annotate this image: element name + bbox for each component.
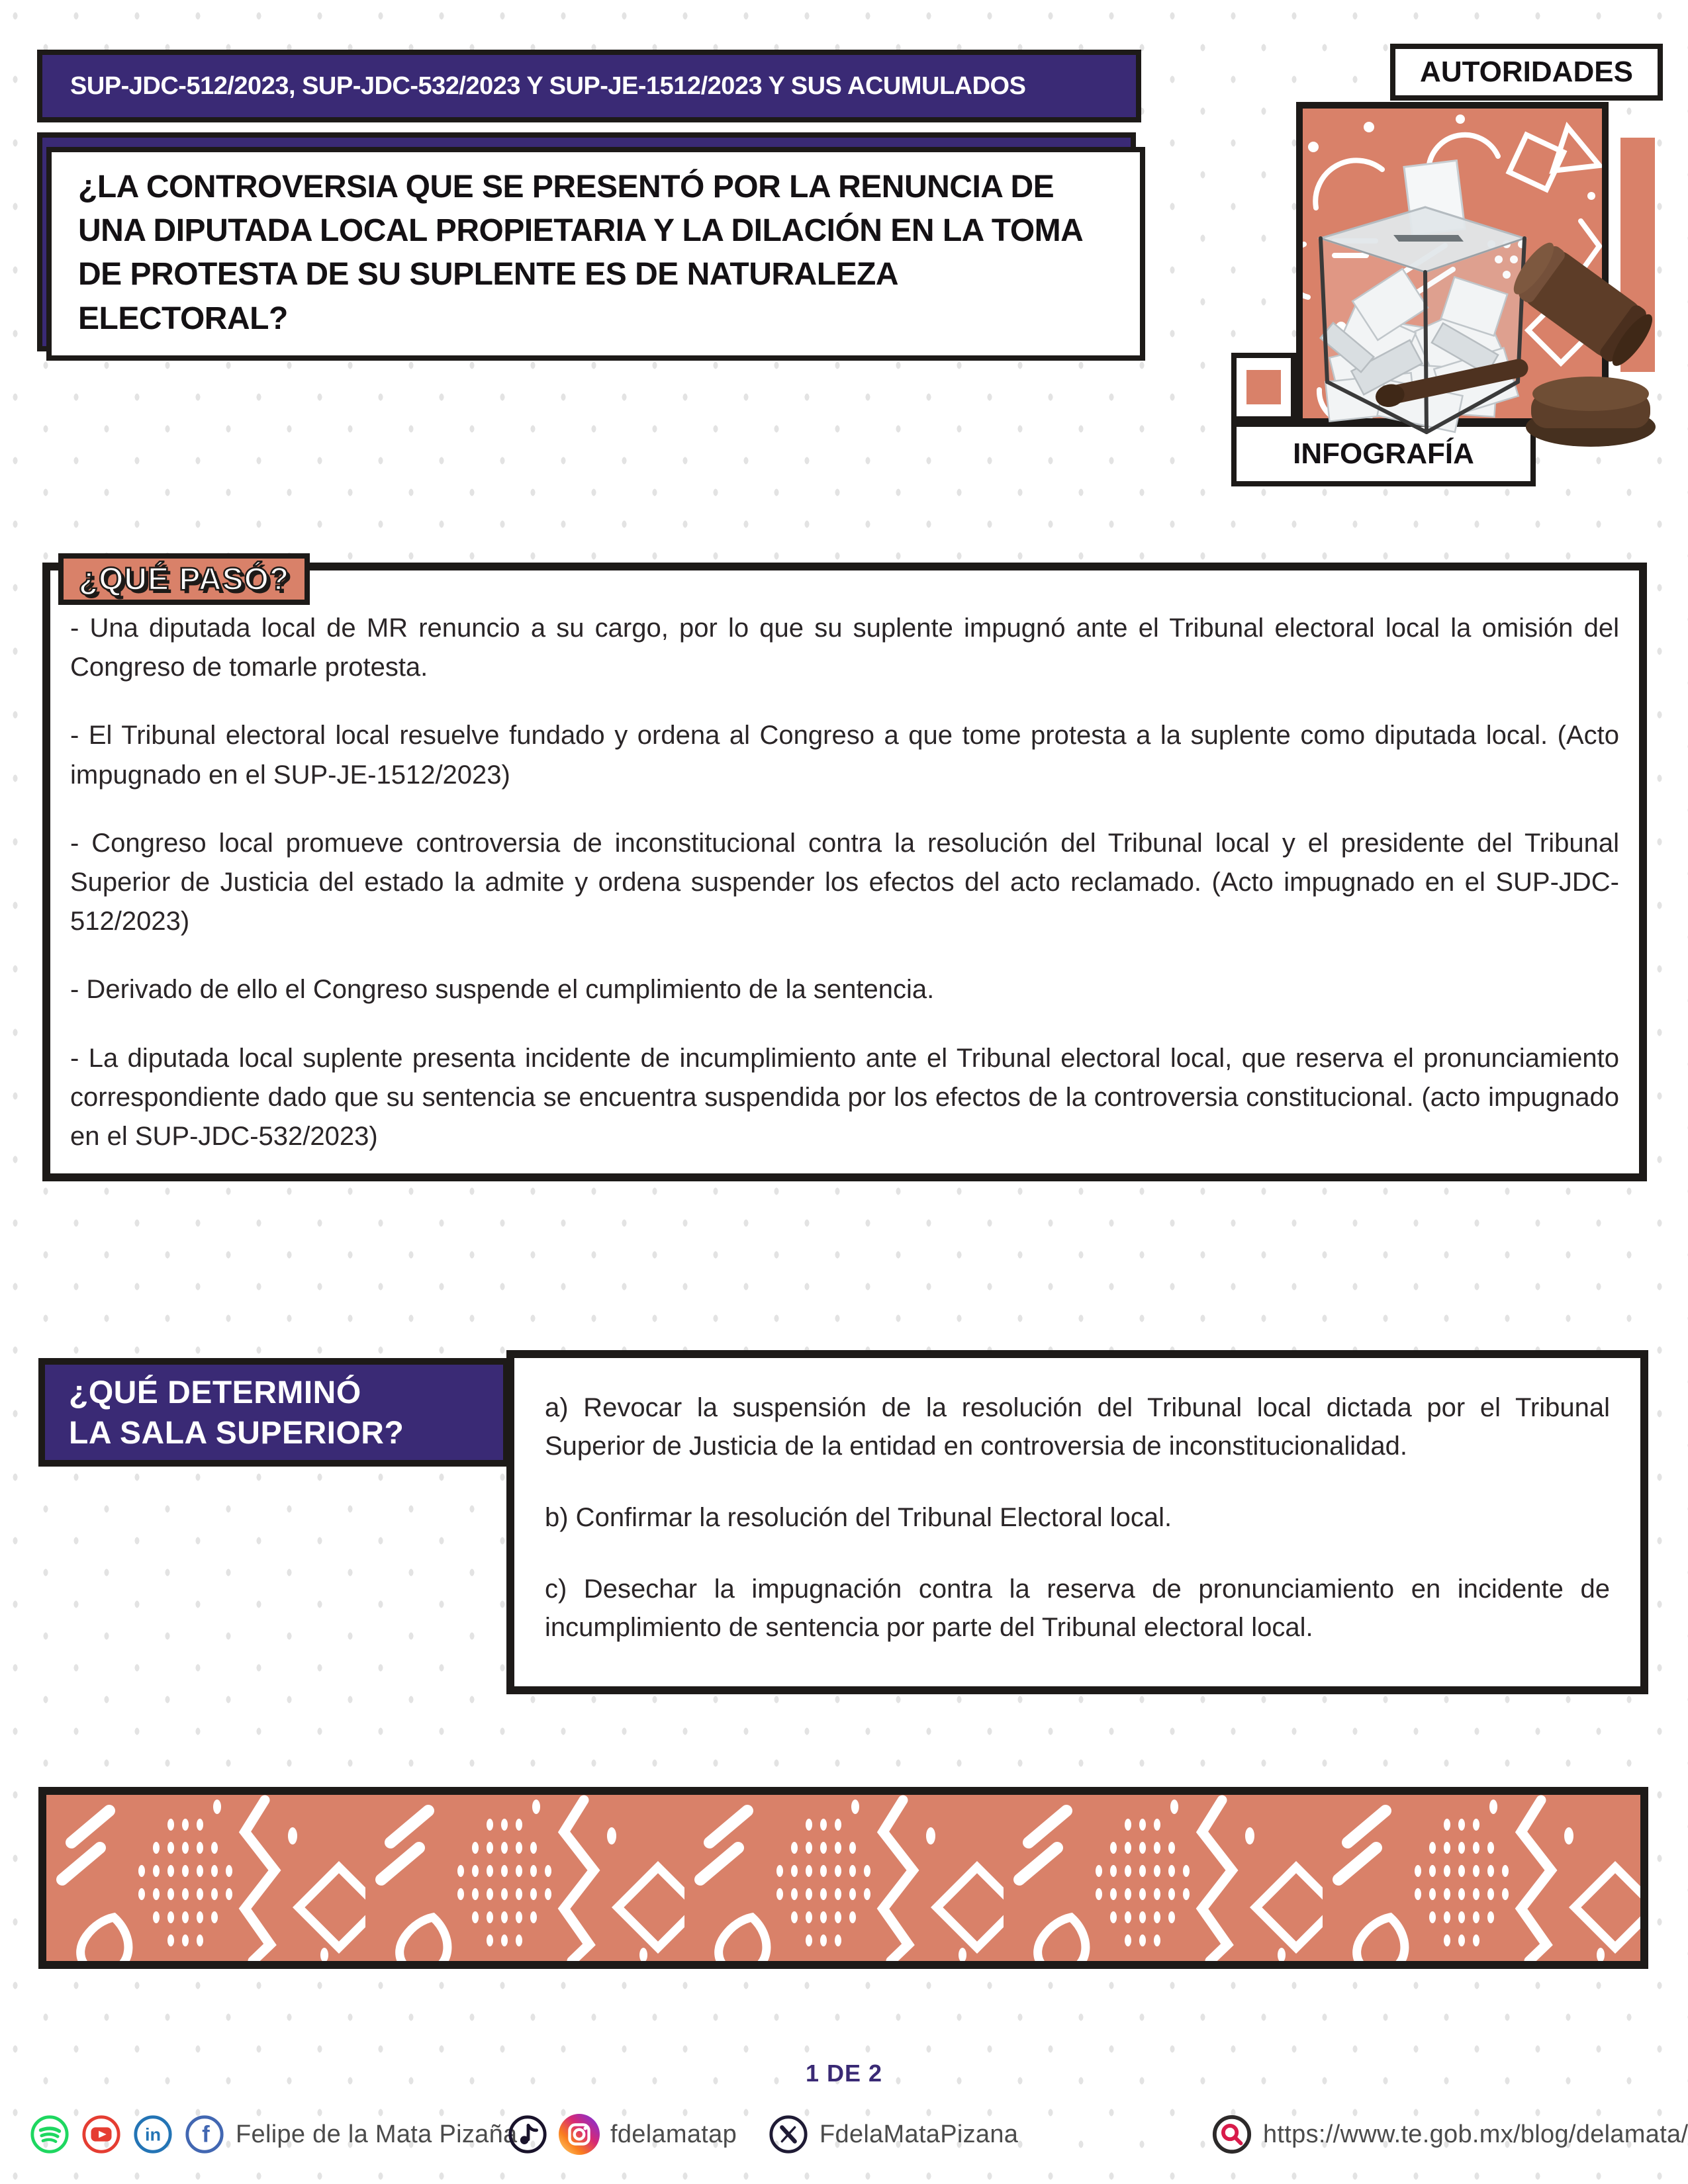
x-twitter-icon (768, 2114, 809, 2155)
youtube-icon (81, 2114, 122, 2155)
footer-group-main (29, 2113, 517, 2156)
search-icon (1211, 2114, 1252, 2155)
spotify-icon (29, 2114, 70, 2155)
que-paso-item: - El Tribunal electoral local resuelve fundado y ordena al Congreso a que tome protesta a la suplente como diputada local. (Acto impugnado en el SUP-JE-1512/2023) (70, 721, 1619, 790)
footer-name: Felipe de la Mata Pizaña (236, 2120, 518, 2148)
footer-group-instagram (507, 2113, 737, 2156)
case-numbers-text: SUP-JDC-512/2023, SUP-JDC-532/2023 Y SUP-JE-1512/2023 Y SUS ACUMULADOS (70, 71, 1026, 100)
answer-item-c: c) Desechar la impugnación contra la reserva de pronunciamiento en incidente de incumplimiento de sentencia por parte del Tribunal electoral local. (545, 1574, 1610, 1642)
footer-group-x (768, 2113, 1018, 2156)
footer-group-blog (1211, 2113, 1688, 2156)
banner-pattern-icon (46, 1795, 1640, 1961)
coral-chip (1246, 370, 1281, 404)
case-numbers-bar (37, 50, 1141, 122)
sala-superior-answers-card (506, 1350, 1648, 1694)
que-paso-item: - Congreso local promueve controversia de inconstitucional contra la resolución del Tribunal local y el presidente del Tribunal Superior de Justicia del estado la admite y ordena suspender los efectos del acto reclamado. (Acto impugnado en el SUP-JDC-512/2023) (70, 828, 1619, 936)
answer-item-a: a) Revocar la suspensión de la resolución del Tribunal local dictada por el Tribunal Superior de Justicia de la entidad en controversia de inconstitucionalidad. (545, 1393, 1610, 1461)
footer-x-handle: FdelaMataPizana (820, 2120, 1019, 2148)
que-paso-item: - Derivado de ello el Congreso suspende el cumplimiento de la sentencia. (70, 975, 935, 1005)
footer-instagram-handle: fdelamatap (610, 2120, 737, 2148)
page-indicator: 1 DE 2 (805, 2060, 883, 2087)
linkedin-icon (132, 2114, 173, 2155)
que-paso-item: - Una diputada local de MR renuncio a su cargo, por lo que su suplente impugnó ante el Tribunal electoral local la omisión del Congreso de tomarle protesta. (70, 614, 1619, 682)
svg-text:f: f (202, 2121, 210, 2148)
title-block (37, 132, 1145, 361)
autoridades-label: AUTORIDADES (1420, 56, 1633, 88)
answer-item-b: b) Confirmar la resolución del Tribunal Electoral local. (545, 1503, 1172, 1532)
infografia-label: INFOGRAFÍA (1293, 437, 1474, 470)
decorative-banner (38, 1787, 1648, 1969)
que-paso-heading: ¿QUÉ PASÓ? (58, 553, 310, 605)
ballot-box-gavel-icon (1281, 149, 1678, 467)
svg-text:in: in (144, 2124, 162, 2145)
title-card (46, 147, 1145, 361)
tiktok-icon (507, 2114, 548, 2155)
page-title: ¿LA CONTROVERSIA QUE SE PRESENTÓ POR LA RENUNCIA DE UNA DIPUTADA LOCAL PROPIETARIA Y LA DILACIÓN EN LA TOMA DE PROTESTA DE SU SUPLENTE ES DE NATURALEZA ELECTORAL? (78, 169, 1082, 336)
que-paso-card (42, 563, 1647, 1181)
que-determino-heading: ¿QUÉ DETERMINÓ LA SALA SUPERIOR? (38, 1358, 510, 1467)
footer-blog-url: https://www.te.gob.mx/blog/delamata/ (1263, 2120, 1688, 2148)
autoridades-badge (1390, 44, 1663, 101)
facebook-icon (184, 2114, 225, 2155)
que-paso-item: - La diputada local suplente presenta incidente de incumplimiento ante el Tribunal electoral local, que reserva el pronunciamiento correspondiente dado que su sentencia se encuentra suspendida por los efectos de la controversia constitucional. (acto impugnado en el SUP-JDC-532/2023) (70, 1043, 1619, 1151)
instagram-icon (559, 2114, 600, 2155)
